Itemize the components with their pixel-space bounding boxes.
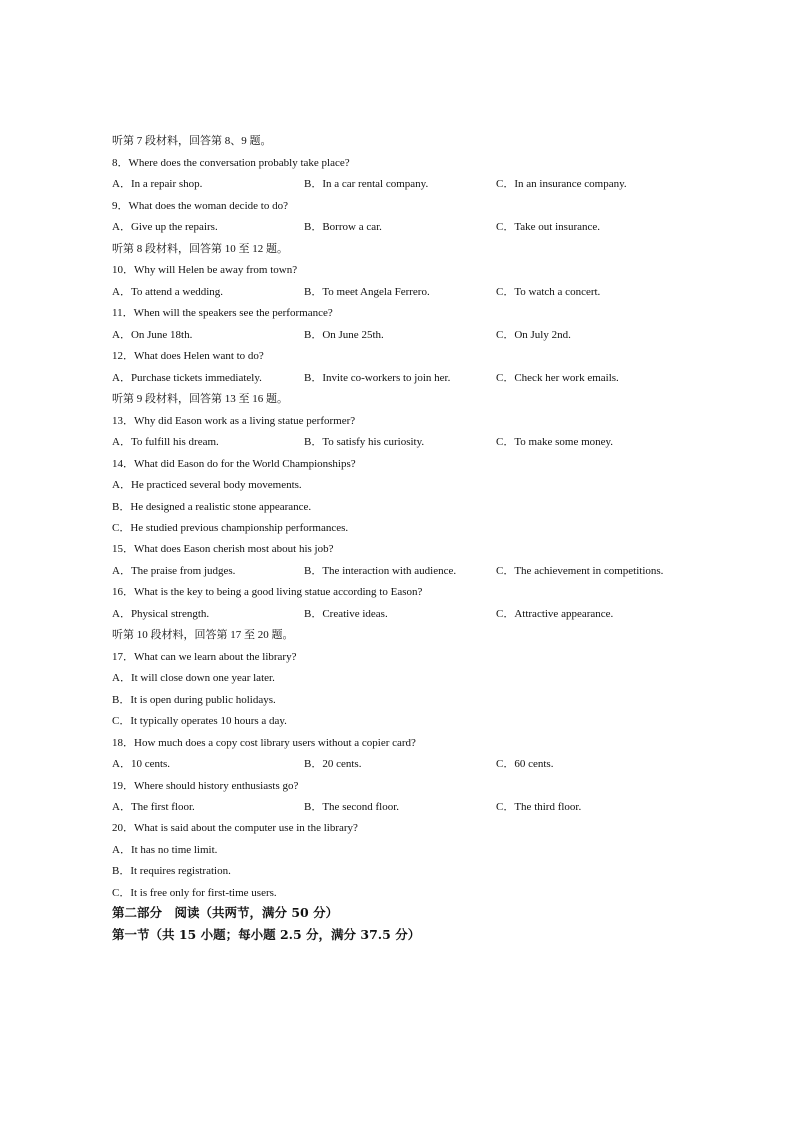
question-19-option-c: C．The third floor. bbox=[496, 801, 582, 813]
question-14-option-c: C．He studied previous championship performances. bbox=[112, 522, 349, 534]
question-9-option-c: C．Take out insurance. bbox=[496, 221, 601, 233]
question-17-stem: 17．What can we learn about the library? bbox=[112, 651, 297, 663]
question-13-option-c: C．To make some money. bbox=[496, 436, 614, 448]
question-18-option-c: C．60 cents. bbox=[496, 758, 554, 770]
question-13-stem: 13．Why did Eason work as a living statue performer? bbox=[112, 415, 356, 427]
question-10-option-b: B．To meet Angela Ferrero. bbox=[304, 286, 430, 298]
question-19-option-a: A．The first floor. bbox=[112, 801, 195, 813]
question-16-option-b: B．Creative ideas. bbox=[304, 608, 388, 620]
question-12-option-b: B．Invite co-workers to join her. bbox=[304, 372, 451, 384]
question-14-option-b: B．He designed a realistic stone appearance. bbox=[112, 501, 312, 513]
question-19-option-b: B．The second floor. bbox=[304, 801, 400, 813]
question-15-option-a: A．The praise from judges. bbox=[112, 565, 236, 577]
question-11-option-b: B．On June 25th. bbox=[304, 329, 384, 341]
part-two-section-one-heading: 第一节（共 15 小题；每小题 2.5 分，满分 37.5 分） bbox=[112, 927, 421, 942]
question-15-option-c: C．The achievement in competitions. bbox=[496, 565, 664, 577]
question-9-option-b: B．Borrow a car. bbox=[304, 221, 382, 233]
question-20-option-a: A．It has no time limit. bbox=[112, 844, 218, 856]
question-9-stem: 9．What does the woman decide to do? bbox=[112, 200, 288, 212]
question-11-stem: 11．When will the speakers see the performance? bbox=[112, 307, 333, 319]
question-13-option-a: A．To fulfill his dream. bbox=[112, 436, 219, 448]
question-14-stem: 14．What did Eason do for the World Championships? bbox=[112, 458, 356, 470]
question-12-option-c: C．Check her work emails. bbox=[496, 372, 619, 384]
question-20-stem: 20．What is said about the computer use in the library? bbox=[112, 822, 358, 834]
question-17-option-c: C．It typically operates 10 hours a day. bbox=[112, 715, 287, 727]
question-18-stem: 18．How much does a copy cost library users without a copier card? bbox=[112, 737, 416, 749]
question-20-option-b: B．It requires registration. bbox=[112, 865, 231, 877]
question-9-option-a: A．Give up the repairs. bbox=[112, 221, 218, 233]
question-12-stem: 12．What does Helen want to do? bbox=[112, 350, 264, 362]
question-13-option-b: B．To satisfy his curiosity. bbox=[304, 436, 425, 448]
section-heading-7: 听第 7 段材料，回答第 8、9 题。 bbox=[112, 135, 272, 147]
question-17-option-a: A．It will close down one year later. bbox=[112, 672, 275, 684]
section-heading-10: 听第 10 段材料，回答第 17 至 20 题。 bbox=[112, 629, 294, 641]
section-heading-8: 听第 8 段材料，回答第 10 至 12 题。 bbox=[112, 243, 288, 255]
question-20-option-c: C．It is free only for first-time users. bbox=[112, 887, 277, 899]
question-11-option-c: C．On July 2nd. bbox=[496, 329, 571, 341]
question-8-option-b: B．In a car rental company. bbox=[304, 178, 429, 190]
question-18-option-b: B．20 cents. bbox=[304, 758, 362, 770]
question-14-option-a: A．He practiced several body movements. bbox=[112, 479, 302, 491]
question-8-stem: 8．Where does the conversation probably take place? bbox=[112, 157, 350, 169]
question-16-option-c: C．Attractive appearance. bbox=[496, 608, 614, 620]
question-8-option-a: A．In a repair shop. bbox=[112, 178, 203, 190]
question-10-option-c: C．To watch a concert. bbox=[496, 286, 601, 298]
part-two-heading: 第二部分 阅读（共两节，满分 50 分） bbox=[112, 905, 339, 920]
question-8-option-c: C．In an insurance company. bbox=[496, 178, 627, 190]
question-19-stem: 19．Where should history enthusiasts go? bbox=[112, 780, 299, 792]
section-heading-9: 听第 9 段材料，回答第 13 至 16 题。 bbox=[112, 393, 288, 405]
question-15-option-b: B．The interaction with audience. bbox=[304, 565, 457, 577]
question-17-option-b: B．It is open during public holidays. bbox=[112, 694, 276, 706]
question-12-option-a: A．Purchase tickets immediately. bbox=[112, 372, 262, 384]
question-10-option-a: A．To attend a wedding. bbox=[112, 286, 224, 298]
question-15-stem: 15．What does Eason cherish most about his job? bbox=[112, 543, 334, 555]
question-16-option-a: A．Physical strength. bbox=[112, 608, 210, 620]
question-10-stem: 10．Why will Helen be away from town? bbox=[112, 264, 298, 276]
question-18-option-a: A．10 cents. bbox=[112, 758, 171, 770]
question-11-option-a: A．On June 18th. bbox=[112, 329, 193, 341]
question-16-stem: 16．What is the key to being a good living statue according to Eason? bbox=[112, 586, 423, 598]
